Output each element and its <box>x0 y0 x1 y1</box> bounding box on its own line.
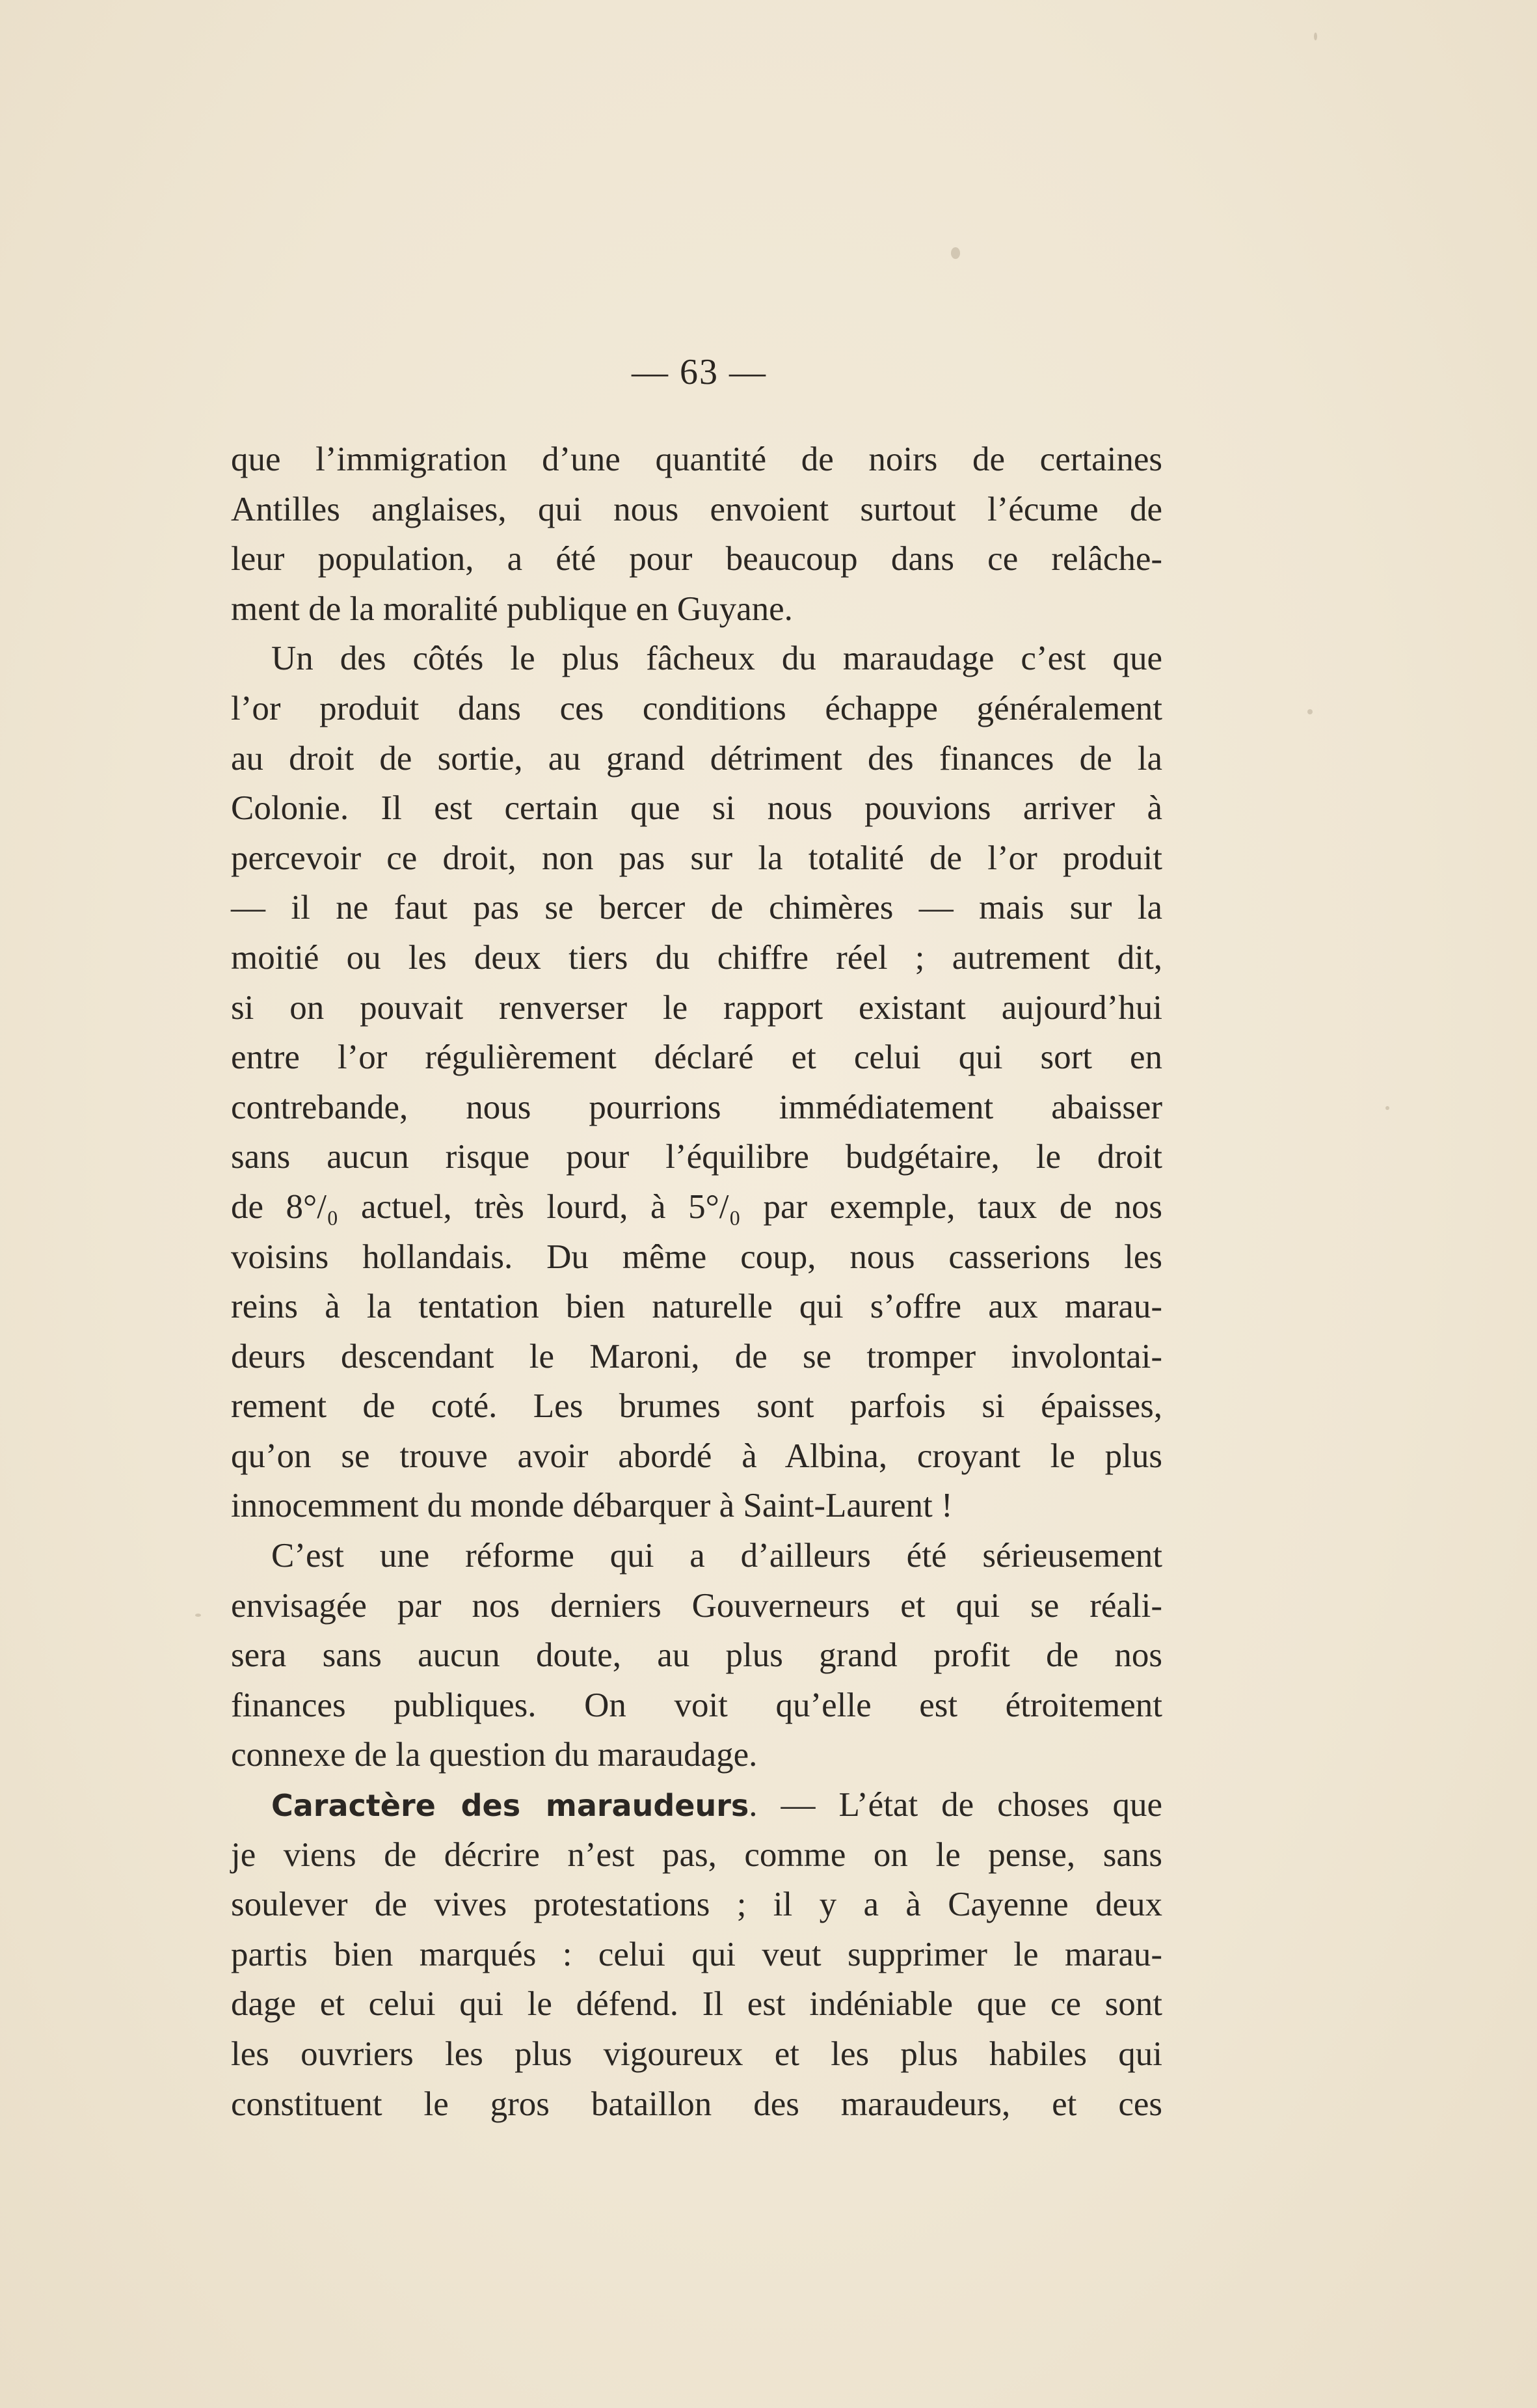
text-line: soulever de vives protestations ; il y a à Cayenne deux <box>231 1886 1162 1924</box>
paper-speck <box>1385 1106 1389 1110</box>
text-line-rest: . — L’état de choses que <box>749 1786 1162 1824</box>
text-line: je viens de décrire n’est pas, comme on le pense, sans <box>231 1835 1162 1874</box>
text-line: envisagée par nos derniers Gouverneurs et qui se réali- <box>231 1586 1162 1625</box>
text-line: voisins hollandais. Du même coup, nous casserions les <box>231 1238 1162 1276</box>
paragraph <box>231 435 1162 634</box>
text-line: rement de coté. Les brumes sont parfois si épaisses, <box>231 1387 1162 1426</box>
text-line: si on pouvait renverser le rapport existant aujourd’hui <box>231 988 1162 1027</box>
text-line: moitié ou les deux tiers du chiffre réel ; autrement dit, <box>231 938 1162 977</box>
text-line: que l’immigration d’une quantité de noirs de certaines <box>231 440 1162 478</box>
text-line: Antilles anglaises, qui nous envoient surtout l’écume de <box>231 490 1162 528</box>
text-line <box>231 1780 1162 1830</box>
paragraph <box>231 1780 1162 2129</box>
text-line: sera sans aucun doute, au plus grand profit de nos <box>231 1636 1162 1675</box>
text-line: partis bien marqués : celui qui veut supprimer le marau- <box>231 1935 1162 1973</box>
text-line: l’or produit dans ces conditions échappe généralement <box>231 689 1162 727</box>
text-line: reins à la tentation bien naturelle qui s’offre aux marau- <box>231 1288 1162 1326</box>
paragraph <box>231 634 1162 1531</box>
text-line: C’est une réforme qui a d’ailleurs été sérieusement <box>271 1537 1162 1575</box>
text-line: Colonie. Il est certain que si nous pouvions arriver à <box>231 789 1162 828</box>
text-line: constituent le gros bataillon des maraudeurs, et ces <box>231 2085 1162 2123</box>
text-line: ment de la moralité publique en Guyane. <box>231 589 793 628</box>
text-line: contrebande, nous pourrions immédiatement abaisser <box>231 1088 1162 1126</box>
text-line: connexe de la question du maraudage. <box>231 1736 758 1774</box>
text-line: innocemment du monde débarquer à Saint-Laurent ! <box>231 1487 953 1525</box>
paragraph <box>231 1531 1162 1780</box>
paper-speck <box>951 247 960 259</box>
text-line: les ouvriers les plus vigoureux et les plus habiles qui <box>231 2035 1162 2073</box>
text-line: percevoir ce droit, non pas sur la totalité de l’or produit <box>231 839 1162 877</box>
text-line: finances publiques. On voit qu’elle est étroitement <box>231 1686 1162 1724</box>
text-line: entre l’or régulièrement déclaré et celui qui sort en <box>231 1038 1162 1077</box>
body-text <box>231 435 1162 2129</box>
text-line: leur population, a été pour beaucoup dans ce relâche- <box>231 540 1162 578</box>
text-line: dage et celui qui le défend. Il est indéniable que ce sont <box>231 1985 1162 2023</box>
paper-speck <box>1314 33 1317 40</box>
text-line: sans aucun risque pour l’équilibre budgétaire, le droit <box>231 1138 1162 1176</box>
paper-speck <box>1307 709 1313 714</box>
section-heading: Caractère des maraudeurs <box>271 1788 749 1824</box>
paper-speck <box>195 1614 201 1617</box>
text-line: qu’on se trouve avoir abordé à Albina, croyant le plus <box>231 1437 1162 1475</box>
page-number: — 63 — <box>632 352 767 392</box>
text-line: au droit de sortie, au grand détriment des finances de la <box>231 739 1162 778</box>
text-line: — il ne faut pas se bercer de chimères — mais sur la <box>231 889 1162 927</box>
text-line: Un des côtés le plus fâcheux du maraudage c’est que <box>271 640 1162 678</box>
text-line: de 8°/₀ actuel, très lourd, à 5°/₀ par exemple, taux de nos <box>231 1187 1162 1226</box>
text-line: deurs descendant le Maroni, de se tromper involontai- <box>231 1337 1162 1375</box>
